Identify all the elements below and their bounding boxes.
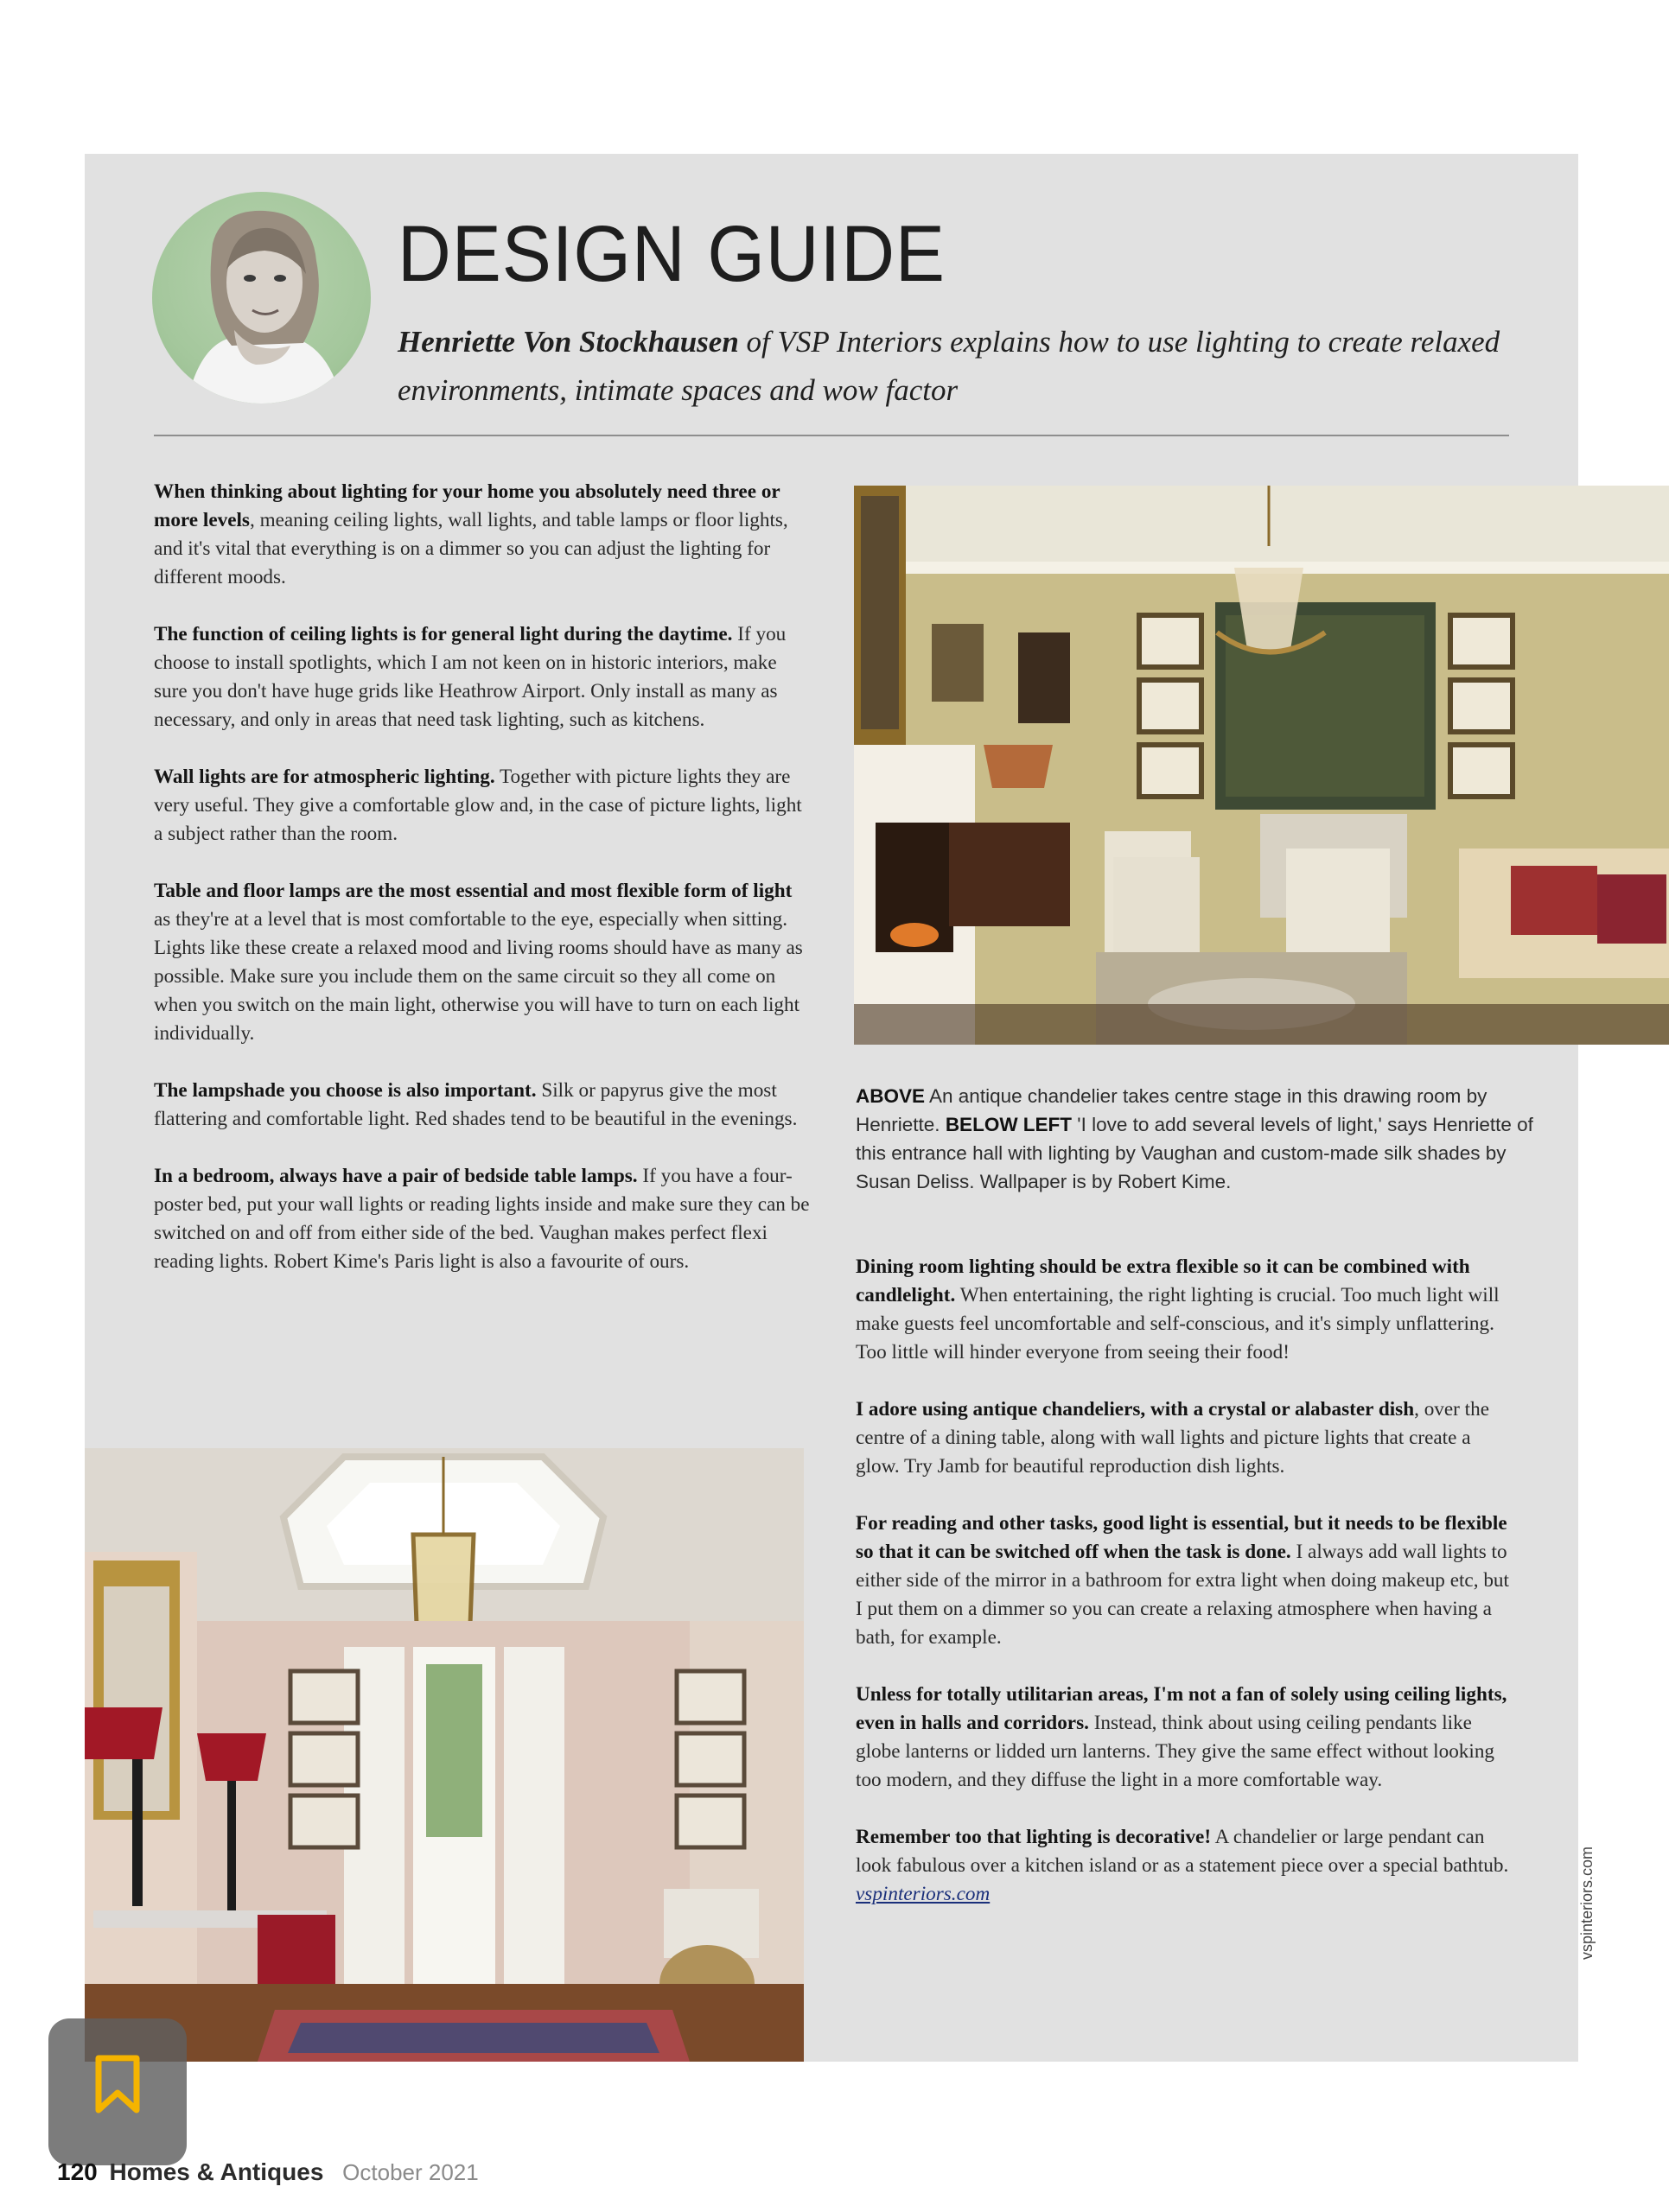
paragraph-lead: The lampshade you choose is also important. (154, 1079, 537, 1102)
paragraph-lead: I adore using antique chandeliers, with a crystal or alabaster dish (856, 1398, 1415, 1421)
paragraph (154, 1162, 811, 1276)
left-column (154, 478, 811, 1305)
portrait-illustration (152, 192, 371, 404)
drawing-room-photo (854, 486, 1669, 1045)
paragraph (154, 1077, 811, 1134)
caption-text-below: 'I love to add several levels of light,' says Henriette of this entrance hall with lighting by Vaughan and custom-made silk shades by Susan Deliss. Wallpaper is by Robert Kime. (856, 1114, 1533, 1192)
entrance-hall-illustration (85, 1448, 804, 2062)
paragraph-lead: In a bedroom, always have a pair of bedside table lamps. (154, 1165, 638, 1187)
drawing-room-illustration (854, 486, 1669, 1045)
paragraph (856, 1823, 1513, 1909)
standfirst (398, 318, 1530, 415)
paragraph (154, 763, 811, 849)
paragraph-body: , meaning ceiling lights, wall lights, and table lamps or floor lights, and it's vital that everything is on a dimmer so you can adjust the lighting for different moods. (154, 509, 788, 588)
entrance-hall-photo (85, 1448, 804, 2062)
paragraph-lead: For reading and other tasks, good light is essential, but it needs to be flexible so that it can be switched off when the task is done. (856, 1512, 1507, 1563)
paragraph-body: Silk or papyrus give the most flattering and comfortable light. Red shades tend to be beautiful in the evenings. (154, 1079, 798, 1130)
paragraph-lead: Wall lights are for atmospheric lighting. (154, 766, 495, 788)
paragraph-body: A chandelier or large pendant can look fabulous over a kitchen island or as a statement piece over a special bathtub. (856, 1826, 1509, 1877)
header-divider (154, 435, 1509, 436)
paragraph-lead: Dining room lighting should be extra flexible so it can be combined with candlelight. (856, 1255, 1470, 1306)
caption-label-above: ABOVE (856, 1085, 926, 1107)
paragraph-lead: Remember too that lighting is decorative! (856, 1826, 1212, 1848)
paragraph-lead: Table and floor lamps are the most essential and most flexible form of light (154, 880, 793, 902)
bookmark-button[interactable] (48, 2018, 187, 2165)
issue-date: October 2021 (342, 2159, 479, 2185)
paragraph-body: When entertaining, the right lighting is crucial. Too much light will make guests feel uncomfortable and self-conscious, and it's simply unflattering. Too little will hinder everyone from seeing their food! (856, 1284, 1500, 1363)
magazine-name: Homes & Antiques (109, 2158, 324, 2185)
paragraph (856, 1510, 1513, 1652)
paragraph-body: as they're at a level that is most comfortable to the eye, especially when sitting. Lights like these create a relaxed mood and living rooms should have as many as possible. Make sure you include them on the same circuit so they all come on when you switch on the main light, otherwise you will have to turn on each light individually. (154, 908, 803, 1045)
caption-text-above: An antique chandelier takes centre stage in this drawing room by Henriette. (856, 1085, 1487, 1135)
paragraph-body: , over the centre of a dining table, along with wall lights and picture lights that create a glow. Try Jamb for beautiful reproduction dish lights. (856, 1398, 1490, 1478)
paragraph (856, 1681, 1513, 1795)
paragraph-body: I always add wall lights to either side of the mirror in a bathroom for extra light when doing makeup etc, but I put them on a dimmer so you can create a relaxing atmosphere when having a bath, for example. (856, 1541, 1509, 1649)
paragraph-body: Instead, think about using ceiling pendants like globe lanterns or lidded urn lanterns. They give the same effect without looking too modern, and they diffuse the light in a more comfortable way. (856, 1712, 1495, 1791)
paragraph-lead: When thinking about lighting for your home you absolutely need three or more levels (154, 480, 780, 531)
caption-label-below: BELOW LEFT (945, 1114, 1073, 1135)
author-portrait (152, 192, 371, 404)
paragraph-body: If you have a four-poster bed, put your wall lights or reading lights inside and make sure they can be switched on and off from either side of the bed. Vaughan makes perfect flexi reading lights. Robert Kime's Paris light is also a favourite of ours. (154, 1165, 810, 1273)
standfirst-text: of VSP Interiors explains how to use lighting to create relaxed environments, intimate spaces and wow factor (398, 325, 1500, 407)
paragraph-lead: Unless for totally utilitarian areas, I'm not a fan of solely using ceiling lights, even in halls and corridors. (856, 1683, 1507, 1734)
author-name: Henriette Von Stockhausen (398, 325, 739, 359)
paragraph (154, 620, 811, 734)
photo-caption (856, 1082, 1547, 1196)
bookmark-icon (93, 2055, 142, 2115)
paragraph-body: If you choose to install spotlights, which I am not keen on in historic interiors, make sure you don't have huge grids like Heathrow Airport. Only install as many as necessary, and only in areas that need task lighting, such as kitchens. (154, 623, 787, 731)
page-number: 120 (57, 2158, 98, 2185)
paragraph (856, 1395, 1513, 1481)
right-column (856, 1253, 1513, 1937)
paragraph (154, 877, 811, 1048)
paragraph-lead: The function of ceiling lights is for general light during the daytime. (154, 623, 733, 645)
page-title: DESIGN GUIDE (398, 210, 946, 298)
website-link[interactable]: vspinteriors.com (856, 1883, 991, 1905)
page-footer (57, 2158, 479, 2186)
side-credit: vspinteriors.com (1578, 1846, 1596, 1960)
paragraph (856, 1253, 1513, 1367)
paragraph (154, 478, 811, 592)
paragraph-body: Together with picture lights they are very useful. They give a comfortable glow and, in the case of picture lights, light a subject rather than the room. (154, 766, 802, 845)
